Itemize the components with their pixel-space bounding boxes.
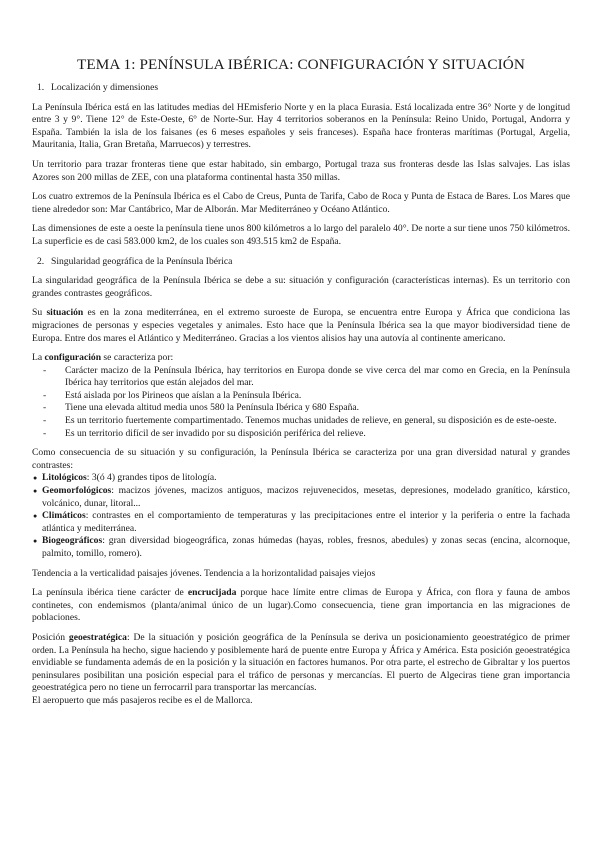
bullet-icon: ● [33, 537, 38, 546]
section-heading-1 [37, 82, 570, 95]
term-geoestrategica: geoestratégica [68, 631, 127, 643]
section-title: Localización y dimensiones [51, 82, 159, 93]
term-encrucijada: encrucijada [187, 587, 237, 599]
page-title: TEMA 1: PENÍNSULA IBÉRICA: CONFIGURACIÓN Y SITUACIÓN [77, 56, 525, 73]
list-item: ● Litológicos: 3(ó 4) grandes tipos de litología. [33, 472, 217, 484]
term-situacion: situación [46, 307, 84, 319]
paragraph: Las dimensiones de este a oeste la península tiene unos 800 kilómetros a lo largo del paralelo 40°. De norte a sur tiene unos 750 kilómetros. La superficie es de casi 583.000 km2, de los cuales son 493.515 km2 de España. [32, 223, 570, 247]
list-item: - Tiene una elevada altitud media unos 580 la Península Ibérica y 680 España. [65, 402, 570, 415]
list-item: ● Geomorfológicos: macizos jóvenes, macizos antiguos, macizos rejuvenecidos, mesetas, depresiones, modelado granítico, kárstico, volcánico, dunar, litoral... [33, 485, 570, 509]
list-item: ● Climáticos: contrastes en el comportamiento de temperaturas y las precipitaciones entre el interior y la periferia o entre la fachada atlántica y mediterránea. [33, 510, 570, 534]
section-heading-2 [37, 256, 570, 269]
paragraph: Los cuatro extremos de la Península Ibérica es el Cabo de Creus, Punta de Tarifa, Cabo de Roca y Punta de Estaca de Bares. Los Mares que tiene alrededor son: Mar Cantábrico, Mar de Alborán. Mar Mediterráneo y Océano Atlántico. [32, 191, 570, 215]
section-number: 1. [37, 82, 45, 93]
term-configuracion: configuración [44, 352, 102, 364]
paragraph: La Península Ibérica está en las latitudes medias del HEmisferio Norte y en la placa Eurasia. Está localizada entre 36° Norte y de longitud entre 3 y 9°. Tiene 12° de Este-Oeste, 6° de Norte-Sur. Hay 4 territorios soberanos en la Península: Reino Unido, Portugal, Andorra y España. También la isla de los faisanes (es 6 meses españoles y seis franceses). España hace fronteras marítimas (Portugal, Argelia, Mauritania, Italia, Gran Bretaña, Marruecos) y terrestres. [32, 101, 570, 151]
list-item: - Está aislada por los Pirineos que aíslan a la Península Ibérica. [65, 390, 570, 403]
paragraph: Como consecuencia de su situación y su configuración, la Península Ibérica se caracteriza por una gran diversidad natural y grandes contrastes: [32, 447, 570, 471]
configuracion-list [32, 365, 570, 441]
paragraph-situacion: Su situación es en la zona mediterránea, en el extremo suroeste de Europa, se encuentra entre Europa y África que condiciona las migraciones de personas y especies vegetales y animales. Esto hace que la Península Ibérica sea la que mayor biodiversidad tiene de Europa. Entre dos mares el Atlántico y Mediterráneo. Gracias a los vientos alisios hay una autovía al continente americano. [32, 307, 571, 344]
paragraph: El aeropuerto que más pasajeros recibe es el de Mallorca. [32, 694, 253, 706]
list-item: - Es un territorio fuertemente compartimentado. Tenemos muchas unidades de relieve, en general, su disposición es de este-oeste. [65, 415, 570, 428]
bullet-icon: ● [33, 474, 38, 483]
paragraph: Un territorio para trazar fronteras tiene que estar habitado, sin embargo, Portugal traza sus fronteras desde las Islas salvajes. Las islas Azores son 200 millas de ZEE, con una plataforma continental hasta 350 millas. [32, 158, 570, 183]
section-title: Singularidad geográfica de la Península Ibérica [51, 255, 233, 267]
paragraph: Tendencia a la verticalidad paisajes jóvenes. Tendencia a la horizontalidad paisajes viejos [32, 567, 376, 579]
paragraph: La singularidad geográfica de la Península Ibérica se debe a su: situación y configuración (características internas). Es un territorio con grandes contrastes geográficos. [32, 275, 570, 299]
list-item: ● Biogeográficos: gran diversidad biogeográfica, zonas húmedas (hayas, robles, fresnos, abedules) y zonas secas (encina, alcornoque, palmito, tomillo, romero). [33, 535, 570, 559]
list-item: - Carácter macizo de la Península Ibérica, hay territorios en Europa donde se vive cerca del mar como en Grecia, en la Península Ibérica hay territorios que están alejados del mar. [65, 365, 570, 390]
paragraph-geoestrategica: Posición geoestratégica: De la situación y posición geográfica de la Península se deriva un posicionamiento geoestratégico de primer orden. La Península ha hecho, sigue haciendo y posiblemente hará de puente entre Europa y África y América. Esta posición geoestratégica envidiable se fundamenta además de en la posición y la situación en factores humanos. Por otra parte, el estrecho de Gibraltar y los puertos peninsulares posibilitan una posición especial para el tráfico de personas y mercancías. El puerto de Algeciras tiene gran importancia geoestratégica pero no tiene un ferrocarril para transportar las mercancías. [32, 631, 571, 694]
paragraph-encrucijada: La península ibérica tiene carácter de encrucijada porque hace límite entre climas de Europa y África, con flora y fauna de ambos continetes, con endemismos (planta/animal único de un lugar).Como consecuencia, tiene gran importancia en las migraciones de poblaciones. [32, 587, 570, 624]
paragraph-configuracion: La configuración se caracteriza por: [32, 352, 174, 364]
section-number: 2. [37, 255, 45, 267]
bullet-icon: ● [33, 487, 38, 496]
contrastes-list [32, 472, 570, 560]
bullet-icon: ● [33, 512, 38, 521]
list-item: - Es un territorio difícil de ser invadido por su disposición periférica del relieve. [65, 428, 570, 441]
